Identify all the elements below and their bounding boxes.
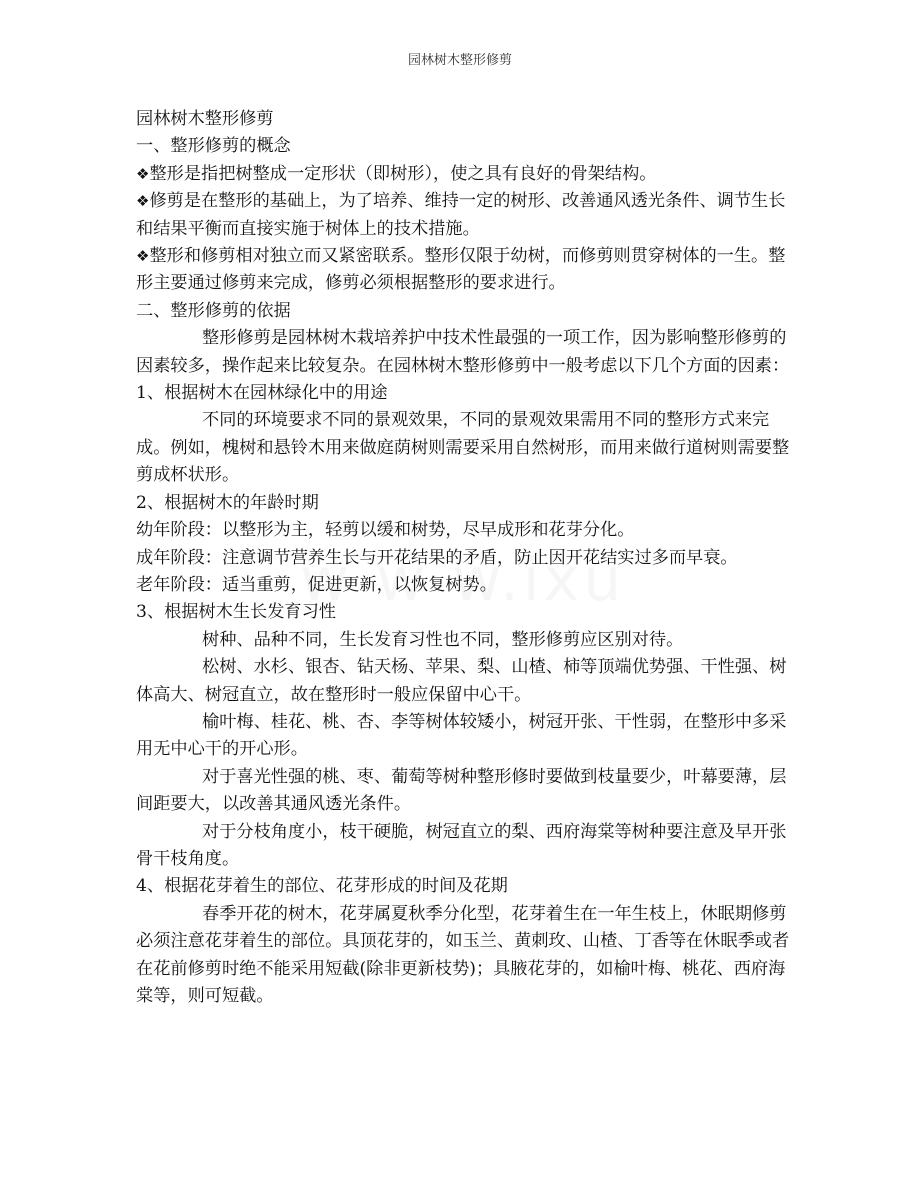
section-1-heading: 一、整形修剪的概念: [136, 136, 291, 157]
document-title: 园林树木整形修剪: [136, 109, 274, 129]
section-2-heading: 二、整形修剪的依据: [136, 300, 291, 321]
subsection-4-paragraph: 春季开花的树木，花芽属夏秋季分化型，花芽着生在一年生枝上，休眠期修剪必须注意花芽着生的部位。具顶花芽的，如玉兰、黄刺玫、山楂、丁香等在休眠季或者在花前修剪时绝不能采用短截(除非更新枝势)；具腋花芽的，如榆叶梅、桃花、西府海棠等，则可短截。: [136, 903, 790, 1006]
stage-old: 老年阶段：适当重剪，促进更新，以恢复树势。: [136, 574, 497, 595]
document-body: [136, 106, 790, 1010]
bullet-text: 修剪是在整形的基础上，为了培养、维持一定的树形、改善通风透光条件、调节生长和结果平衡而直接实施于树体上的技术措施。: [136, 191, 786, 239]
subsection-3-paragraph: 对于分枝角度小，枝干硬脆，树冠直立的梨、西府海棠等树种要注意及早开张骨干枝角度。: [136, 821, 787, 869]
bullet-paragraph: [136, 161, 790, 188]
stage-adult: 成年阶段：注意调节营养生长与开花结果的矛盾，防止因开花结实过多而早衰。: [136, 547, 738, 568]
subsection-3-paragraph: 对于喜光性强的桃、枣、葡萄等树种整形修时要做到枝量要少，叶幕要薄，层间距要大，以改善其通风透光条件。: [136, 766, 787, 815]
subsection-3-heading: 3、根据树木生长发育习性: [136, 602, 336, 623]
subsection-1-paragraph: 不同的环境要求不同的景观效果，不同的景观效果需用不同的整形方式来完成。例如，槐树和悬铃木用来做庭荫树则需要采用自然树形，而用来做行道树则需要整剪成杯状形。: [136, 410, 790, 486]
subsection-3-paragraph: 松树、水杉、银杏、钻天杨、苹果、梨、山楂、柿等顶端优势强、干性强、树体高大、树冠直立，故在整形时一般应保留中心干。: [136, 657, 787, 705]
bullet-diamond-icon: ❖: [136, 164, 150, 183]
bullet-paragraph: [136, 188, 790, 243]
running-header: 园林树木整形修剪: [407, 53, 512, 68]
bullet-paragraph: [136, 243, 790, 298]
subsection-2-heading: 2、根据树木的年龄时期: [136, 492, 319, 513]
subsection-4-heading: 4、根据花芽着生的部位、花芽形成的时间及花期: [136, 876, 508, 897]
bullet-diamond-icon: ❖: [136, 247, 150, 266]
bullet-diamond-icon: ❖: [136, 192, 150, 211]
bullet-text: 整形是指把树整成一定形状（即树形），使之具有良好的骨架结构。: [149, 163, 657, 184]
bullet-text: 整形和修剪相对独立而又紧密联系。整形仅限于幼树，而修剪则贯穿树体的一生。整形主要通过修剪来完成，修剪必须根据整形的要求进行。: [136, 246, 786, 294]
stage-young: 幼年阶段：以整形为主，轻剪以缓和树势，尽早成形和花芽分化。: [136, 520, 635, 541]
subsection-1-heading: 1、根据树木在园林绿化中的用途: [136, 383, 388, 404]
section-2-intro: 整形修剪是园林树木栽培养护中技术性最强的一项工作，因为影响整形修剪的因素较多，操作起来比较复杂。在园林树木整形修剪中一般考虑以下几个方面的因素：: [136, 328, 790, 376]
subsection-3-paragraph: 树种、品种不同，生长发育习性也不同，整形修剪应区别对待。: [202, 629, 684, 650]
subsection-3-paragraph: 榆叶梅、桂花、桃、杏、李等树体较矮小，树冠开张、干性弱，在整形中多采用无中心干的开心形。: [136, 711, 787, 760]
